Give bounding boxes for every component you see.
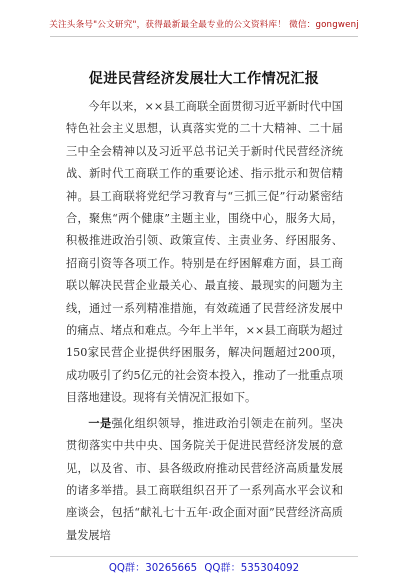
top-divider [50, 36, 358, 37]
footer-contacts [0, 559, 408, 574]
bottom-divider [50, 556, 358, 557]
qq-group-1: QQ群：30265665 [108, 563, 198, 574]
paragraph-lead: 一是 [88, 415, 112, 430]
paragraph-intro [66, 96, 343, 410]
top-banner: 关注头条号"公文研究"，获得最新最全最专业的公文资料库！ 微信：gongwenj [49, 20, 359, 30]
qq-group-2: QQ群：535304092 [204, 563, 300, 574]
paragraph-first-point [66, 412, 343, 547]
paragraph-first-point-text: 强化组织领导，推进政治引领走在前列。坚决贯彻落实中共中央、国务院关于促进民营经济发展的意见，以及省、市、县各级政府推动民营经济高质量发展的诸多举措。县工商联组织召开了一系列高水平会议和座谈会，包括“献礼七十五年·政企面对面”民营经济高质量发展培 [66, 416, 343, 542]
paragraph-intro-text: 今年以来，××县工商联全面贯彻习近平新时代中国特色社会主义思想，认真落实党的二十大精神、二十届三中全会精神以及习近平总书记关于新时代民营经济统战、新时代工商联工作的重要论述、指示批示和贺信精神。县工商联将党纪学习教育与“三抓三促”行动紧密结合，聚焦“两个健康”主题主业，围绕中心，服务大局，积极推进政治引领、政策宣传、主责业务、纾困服务、招商引资等各项工作。特别是在纾困解难方面，县工商联以解决民营企业最关心、最直接、最现实的问题为主线，通过一系列精准措施，有效疏通了民营经济发展中的痛点、堵点和难点。今年上半年，××县工商联为超过150家民营企业提供纾困服务，解决问题超过200项，成功吸引了约5亿元的社会资本投入，推动了一批重点项目落地建设。现将有关情况汇报如下。 [66, 100, 343, 405]
document-title: 促进民营经济发展壮大工作情况汇报 [88, 71, 320, 87]
document-body [66, 96, 343, 547]
